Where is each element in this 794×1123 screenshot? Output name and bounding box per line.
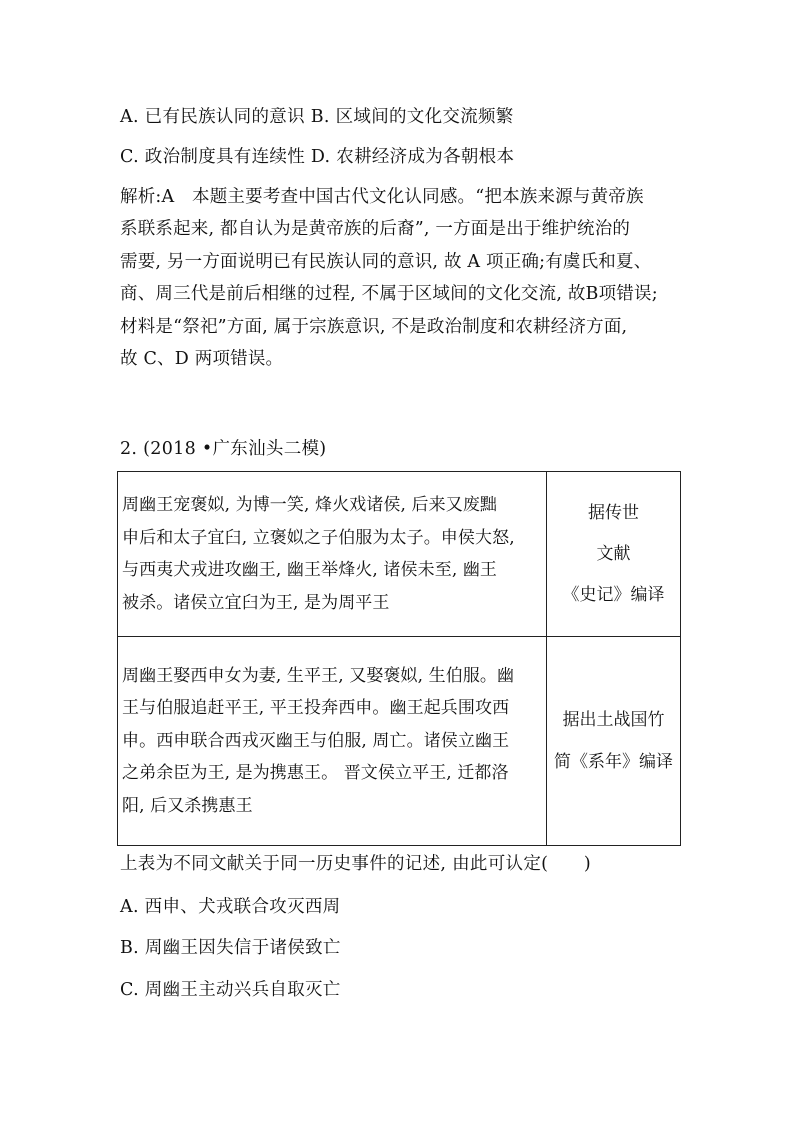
question-header: 2. (2018 •广东汕头二模) <box>120 439 327 459</box>
analysis-line: 解析:A 本题主要考查中国古代文化认同感。“把本族来源与黄帝族 <box>120 187 644 207</box>
table-text-line: 与西夷犬戎进攻幽王, 幽王举烽火, 诸侯未至, 幽王 <box>122 560 498 580</box>
analysis-line: 故 C、D 两项错误。 <box>120 348 284 369</box>
source-line: 据出土战国竹 <box>562 710 665 730</box>
source-line: 文献 <box>596 543 631 564</box>
table-row <box>118 637 681 846</box>
table-text-line: 周幽王娶西申女为妻, 生平王, 又娶褒姒, 生伯服。幽 <box>122 665 515 686</box>
source-line: 《史记》编译 <box>562 584 665 605</box>
source-comparison-table <box>117 471 681 846</box>
table-cell-source <box>547 472 681 637</box>
option-c: C. 周幽王主动兴兵自取灭亡 <box>120 980 341 1000</box>
analysis-line: 需要, 另一方面说明已有民族认同的意识, 故 A 项正确;有虞氏和夏、 <box>120 251 652 272</box>
question-stem: 上表为不同文献关于同一历史事件的记述, 由此可认定( ) <box>120 854 591 874</box>
analysis-line: 商、周三代是前后相继的过程, 不属于区域间的文化交流, 故B项错误; <box>120 284 658 305</box>
option-line-ab: A. 已有民族认同的意识 B. 区域间的文化交流频繁 <box>120 107 514 127</box>
table-cell-text <box>118 472 547 637</box>
analysis-line: 系联系起来, 都自认为是黄帝族的后裔”, 一方面是出于维护统治的 <box>120 219 631 240</box>
source-line: 简《系年》编译 <box>554 752 673 772</box>
table-row <box>118 472 681 637</box>
table-cell-source <box>547 637 681 846</box>
table-text-line: 周幽王宠褒姒, 为博一笑, 烽火戏诸侯, 后来又废黜 <box>122 495 498 515</box>
table-text-line: 之弟余臣为王, 是为携惠王。 晋文侯立平王, 迁都洛 <box>122 763 509 784</box>
table-text-line: 被杀。诸侯立宜臼为王, 是为周平王 <box>122 592 390 613</box>
table-text-line: 申。西申联合西戎灭幽王与伯服, 周亡。诸侯立幽王 <box>122 730 510 751</box>
option-line-cd: C. 政治制度具有连续性 D. 农耕经济成为各朝根本 <box>120 147 515 167</box>
option-a: A. 西申、犬戎联合攻灭西周 <box>120 897 341 917</box>
source-line: 据传世 <box>588 502 639 523</box>
table-text-line: 申后和太子宜臼, 立褒姒之子伯服为太子。申侯大怒, <box>122 527 515 548</box>
table-cell-text <box>118 637 547 846</box>
table-text-line: 阳, 后又杀携惠王 <box>122 795 253 816</box>
analysis-paragraph <box>120 181 680 375</box>
option-b: B. 周幽王因失信于诸侯致亡 <box>120 938 341 958</box>
analysis-line: 材料是“祭祀”方面, 属于宗族意识, 不是政治制度和农耕经济方面, <box>120 316 628 337</box>
table-text-line: 王与伯服追赶平王, 平王投奔西申。幽王起兵围攻西 <box>122 698 510 719</box>
